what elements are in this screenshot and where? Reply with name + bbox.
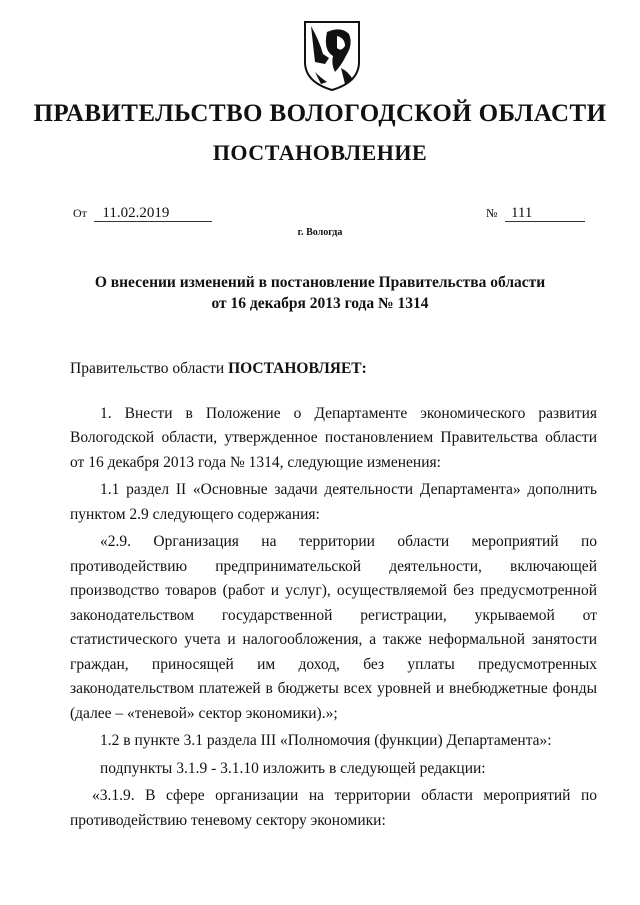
number-value: 111 (505, 206, 585, 222)
subject-line-1: О внесении изменений в постановление Правительства области (94, 274, 546, 291)
paragraph-3-1-9: «3.1.9. В сфере организации на территории области мероприятий по противодействию теневому сектору экономики: (70, 787, 597, 829)
document-subject (60, 272, 580, 314)
document-body (70, 357, 597, 833)
number-label: № (486, 206, 498, 220)
lead-keyword: ПОСТАНОВЛЯЕТ: (228, 360, 367, 377)
document-date (73, 206, 212, 222)
coat-of-arms-icon (301, 18, 363, 92)
date-label: От (73, 206, 87, 220)
paragraph-1-1: 1.1 раздел II «Основные задачи деятельности Департамента» дополнить пунктом 2.9 следующего содержания: (70, 481, 597, 523)
paragraph-1: 1. Внести в Положение о Департаменте экономического развития Вологодской области, утвержденное постановлением Правительства области от 16 декабря 2013 года № 1314, следующие изменения: (70, 404, 597, 471)
lead-text: Правительство области (70, 360, 229, 377)
resolution-lead (70, 357, 597, 382)
date-value: 11.02.2019 (94, 206, 212, 222)
paragraph-2-9: «2.9. Организация на территории области мероприятий по противодействию предпринимательской деятельности, включающей производство товаров (работ и услуг), осуществляемой без предусмотренной законодательством государственной регистрации, укрываемой от статистического учета и налогообложения, а также неформальной занятости граждан, приносящей им доход, без уплаты предусмотренных законодательством платежей в бюджеты всех уровней и внебюджетные фонды (далее – «теневой» сектор экономики).»; (70, 533, 597, 722)
document-number (486, 206, 585, 222)
city-name: г. Вологда (297, 227, 343, 238)
subject-line-2: от 16 декабря 2013 года № 1314 (211, 295, 429, 312)
document-type: ПОСТАНОВЛЕНИЕ (212, 140, 428, 165)
paragraph-1-2: 1.2 в пункте 3.1 раздела III «Полномочия (функции) Департамента»: (100, 732, 552, 749)
paragraph-subpoints: подпункты 3.1.9 - 3.1.10 изложить в следующей редакции: (100, 759, 486, 777)
organization-title: ПРАВИТЕЛЬСТВО ВОЛОГОДСКОЙ ОБЛАСТИ (33, 100, 607, 127)
